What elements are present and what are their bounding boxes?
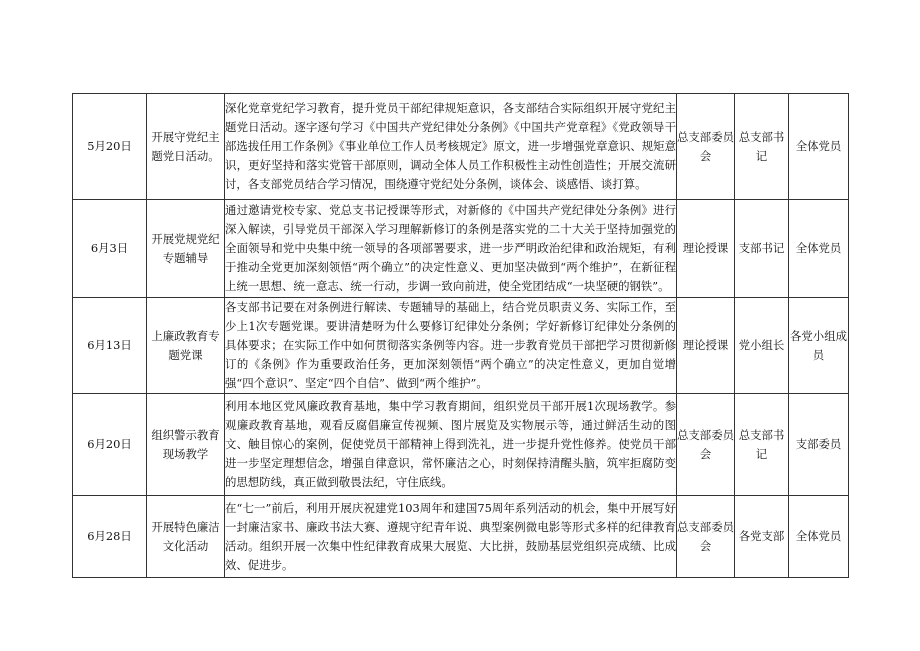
organizer-cell: 总支部书记 (735, 394, 789, 496)
attendees-cell: 支部委员 (789, 394, 849, 496)
organizer-cell: 党小组长 (735, 298, 789, 394)
table-row (73, 496, 849, 578)
form-cell: 总支部委员会 (677, 94, 735, 200)
table-row (73, 394, 849, 496)
activity-schedule-table (72, 93, 849, 578)
form-cell: 总支部委员会 (677, 496, 735, 578)
organizer-cell: 支部书记 (735, 200, 789, 298)
date-cell: 5月20日 (73, 94, 147, 200)
topic-cell: 上廉政教育专题党课 (147, 298, 225, 394)
table-row (73, 94, 849, 200)
organizer-cell: 各党支部 (735, 496, 789, 578)
content-cell: 各支部书记要在对条例进行解读、专题辅导的基础上，结合党员职责义务、实际工作，至少上1次专题党课。要讲清楚呀为什么要修订纪律处分条例；学好新修订纪律处分条例的具体要求；在实际工作中如何贯彻落实条例等内容。进一步教育党员干部把学习贯彻新修订的《条例》作为重要政治任务，更加深刻领悟“两个确立”的决定性意义，更加自觉增强“四个意识”、坚定“四个自信”、做到“两个维护”。 (225, 298, 677, 394)
date-cell: 6月13日 (73, 298, 147, 394)
topic-cell: 组织警示教育现场教学 (147, 394, 225, 496)
date-cell: 6月20日 (73, 394, 147, 496)
attendees-cell: 全体党员 (789, 200, 849, 298)
content-cell: 深化党章党纪学习教育，提升党员干部纪律规矩意识，各支部结合实际组织开展守党纪主题党日活动。逐字逐句学习《中国共产党纪律处分条例》《中国共产党章程》《党政领导干部选拔任用工作条例》《事业单位工作人员考核规定》原文，进一步增强党章意识、规矩意识，更好坚持和落实党管干部原则，调动全体人员工作积极性主动性创造性；开展交流研讨，各支部党员结合学习情况，围绕遵守党纪处分条例，谈体会、谈感悟、谈打算。 (225, 94, 677, 200)
topic-cell: 开展特色廉洁文化活动 (147, 496, 225, 578)
table-row (73, 298, 849, 394)
topic-cell: 开展守党纪主题党日活动。 (147, 94, 225, 200)
attendees-cell: 各党小组成员 (789, 298, 849, 394)
date-cell: 6月28日 (73, 496, 147, 578)
topic-cell: 开展党规党纪专题辅导 (147, 200, 225, 298)
content-cell: 利用本地区党风廉政教育基地，集中学习教育期间，组织党员干部开展1次现场教学。参观廉政教育基地，观看反腐倡廉宣传视频、图片展览及实物展示等，通过鲜活生动的图文、触目惊心的案例，促使党员干部精神上得到洗礼，进一步提升党性修养。使党员干部进一步坚定理想信念，增强自律意识，常怀廉洁之心，时刻保持清醒头脑，筑牢拒腐防变的思想防线，真正做到敬畏法纪，守住底线。 (225, 394, 677, 496)
organizer-cell: 总支部书记 (735, 94, 789, 200)
table-row (73, 200, 849, 298)
content-cell: 在“七一”前后，利用开展庆祝建党103周年和建国75周年系列活动的机会，集中开展写好一封廉洁家书、廉政书法大赛、遵规守纪青年说、典型案例微电影等形式多样的纪律教育活动。组织开展一次集中性纪律教育成果大展览、大比拼，鼓励基层党组织亮成绩、比成效、促进步。 (225, 496, 677, 578)
form-cell: 理论授课 (677, 298, 735, 394)
attendees-cell: 全体党员 (789, 496, 849, 578)
form-cell: 总支部委员会 (677, 394, 735, 496)
content-cell: 通过邀请党校专家、党总支书记授课等形式，对新修的《中国共产党纪律处分条例》进行深入解读，引导党员干部深入学习理解新修订的条例是落实党的二十大关于坚持加强党的全面领导和党中央集中统一领导的各项部署要求，进一步严明政治纪律和政治规矩，有利于推动全党更加深刻领悟“两个确立”的决定性意义、更加坚决做到“两个维护”，在新征程上统一思想、统一意志、统一行动，步调一致向前进，使全党团结成“一块坚硬的钢铁”。 (225, 200, 677, 298)
date-cell: 6月3日 (73, 200, 147, 298)
attendees-cell: 全体党员 (789, 94, 849, 200)
form-cell: 理论授课 (677, 200, 735, 298)
